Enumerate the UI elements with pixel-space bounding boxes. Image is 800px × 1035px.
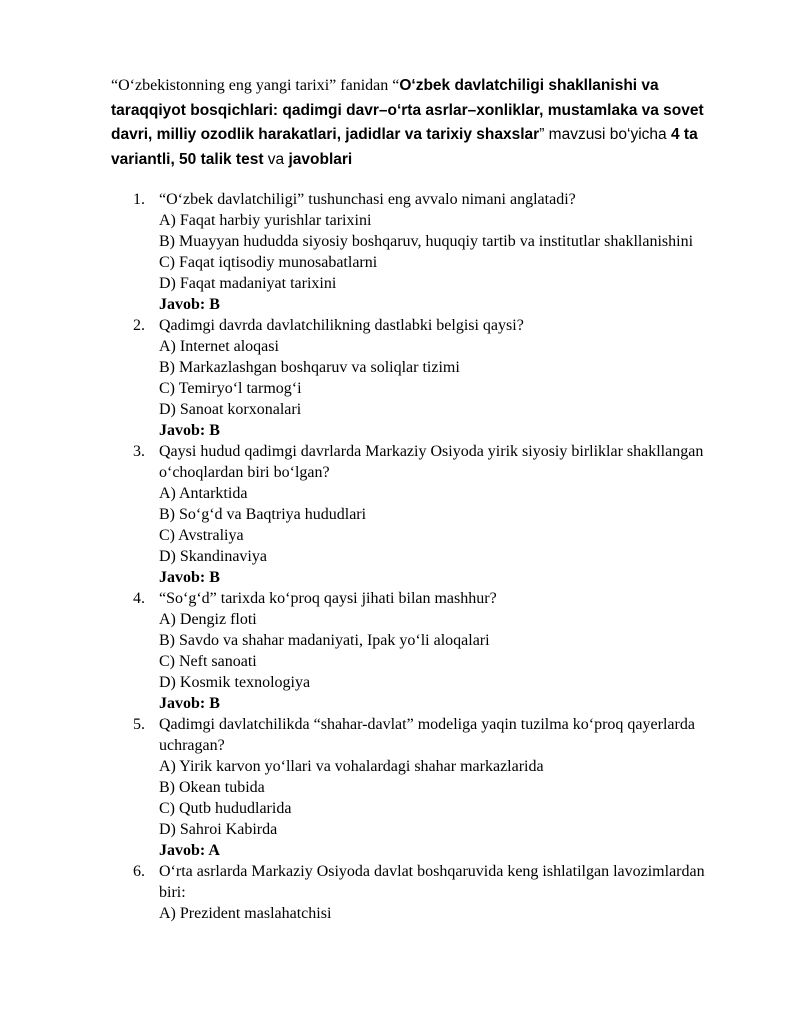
option: C) Neft sanoati <box>159 653 257 670</box>
option: C) Avstraliya <box>159 527 244 544</box>
option: D) Faqat madaniyat tarixini <box>159 275 337 292</box>
answer: Javob: B <box>159 296 220 313</box>
option: D) Sanoat korxonalari <box>159 401 302 418</box>
question-text: Qadimgi davrda davlatchilikning dastlabki belgisi qaysi? <box>159 317 524 334</box>
intro-answers: javoblari <box>288 150 353 168</box>
intro-text-2: ” mavzusi bo‘yicha <box>539 126 671 143</box>
question-number: 4. <box>133 590 145 607</box>
answer: Javob: B <box>159 422 220 439</box>
option: A) Yirik karvon yo‘llari va vohalardagi shahar markazlarida <box>159 758 544 775</box>
question-number: 2. <box>133 317 145 334</box>
option: B) Savdo va shahar madaniyati, Ipak yo‘li aloqalari <box>159 632 490 649</box>
answer: Javob: A <box>159 842 220 859</box>
intro-count: 4 ta variantli, 50 talik test <box>111 126 698 168</box>
question-item <box>111 714 731 861</box>
question-item <box>111 315 731 441</box>
option: C) Faqat iqtisodiy munosabatlarni <box>159 254 378 271</box>
option: C) Temiryo‘l tarmog‘i <box>159 380 302 397</box>
question-number: 3. <box>133 443 145 460</box>
intro-text-3: va <box>263 150 289 168</box>
option: A) Antarktida <box>159 485 248 502</box>
option: D) Sahroi Kabirda <box>159 821 278 838</box>
answer: Javob: B <box>159 695 220 712</box>
option: D) Kosmik texnologiya <box>159 674 311 691</box>
question-number: 6. <box>133 863 145 880</box>
option: D) Skandinaviya <box>159 548 267 565</box>
intro-topic: O‘zbek davlatchiligi shakllanishi va taraqqiyot bosqichlari: qadimgi davr–o‘rta asrlar–xonliklar, mustamlaka va sovet davri, milliy ozodlik harakatlari, jadidlar va tarixiy shaxslar <box>111 77 704 143</box>
question-number: 1. <box>133 191 145 208</box>
option: B) Okean tubida <box>159 779 265 796</box>
option: A) Internet aloqasi <box>159 338 279 355</box>
option: B) Markazlashgan boshqaruv va soliqlar tizimi <box>159 359 460 376</box>
option: C) Qutb hududlarida <box>159 800 292 817</box>
question-text: Qadimgi davlatchilikda “shahar-davlat” modeliga yaqin tuzilma ko‘proq qayerlarda uchragan? <box>159 716 695 754</box>
question-item <box>111 588 731 714</box>
intro-paragraph <box>111 74 731 172</box>
question-item <box>111 441 731 588</box>
option: A) Prezident maslahatchisi <box>159 905 332 922</box>
question-list <box>111 189 731 924</box>
question-text: O‘rta asrlarda Markaziy Osiyoda davlat boshqaruvida keng ishlatilgan lavozimlardan biri: <box>159 863 705 901</box>
question-text: Qaysi hudud qadimgi davrlarda Markaziy Osiyoda yirik siyosiy birliklar shakllangan o‘choqlardan biri bo‘lgan? <box>159 443 704 481</box>
question-text: “O‘zbek davlatchiligi” tushunchasi eng avvalo nimani anglatadi? <box>159 191 576 208</box>
intro-text-1: “O‘zbekistonning eng yangi tarixi” fanidan “ <box>111 77 400 94</box>
option: B) So‘g‘d va Baqtriya hududlari <box>159 506 367 523</box>
option: A) Faqat harbiy yurishlar tarixini <box>159 212 372 229</box>
question-item <box>111 861 731 924</box>
question-text: “So‘g‘d” tarixda ko‘proq qaysi jihati bilan mashhur? <box>159 590 497 607</box>
option: B) Muayyan hududda siyosiy boshqaruv, huquqiy tartib va institutlar shakllanishini <box>159 233 694 250</box>
question-number: 5. <box>133 716 145 733</box>
question-item <box>111 189 731 315</box>
answer: Javob: B <box>159 569 220 586</box>
option: A) Dengiz floti <box>159 611 257 628</box>
